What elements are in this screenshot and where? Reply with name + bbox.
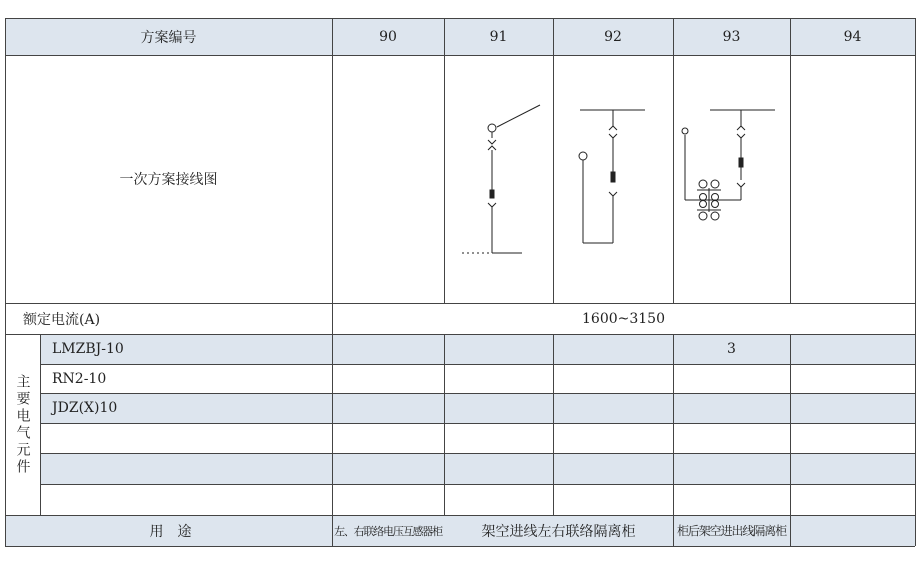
components-group-text: 主要电气元件	[14, 373, 31, 476]
component-1-col-93: 3	[727, 341, 736, 357]
header-col-94: 94	[843, 28, 862, 45]
scheme-93-diagram	[682, 110, 775, 220]
disconnector-contact-top	[737, 126, 745, 130]
header-col-92: 92	[604, 28, 622, 45]
disconnector-contact-top	[609, 126, 617, 130]
usage-col-91-92: 架空进线左右联络隔离柜	[481, 523, 636, 540]
terminal-circle	[682, 128, 688, 134]
header-label: 方案编号	[140, 29, 197, 46]
scheme-91-diagram	[462, 105, 540, 253]
terminal-circle	[579, 152, 587, 160]
usage-label: 用 途	[149, 523, 192, 540]
terminal-circle	[488, 124, 496, 132]
diagram-row-label: 一次方案接线图	[119, 172, 218, 188]
component-name-1: LMZBJ-10	[52, 341, 124, 357]
fuse-link	[611, 172, 615, 182]
rated-current-label: 额定电流(A)	[23, 311, 101, 328]
disconnector-contact-bottom	[488, 203, 496, 207]
overhead-line-incoming	[497, 105, 540, 127]
usage-col-93: 柜后架空进出线隔离柜	[676, 524, 786, 538]
disconnector-contact-bottom	[609, 192, 617, 196]
component-name-3: JDZ(X)10	[52, 400, 118, 416]
scheme-92-diagram	[579, 110, 645, 243]
disconnector-contact-bottom	[737, 183, 745, 187]
header-col-90: 90	[379, 28, 397, 45]
fuse-link	[490, 190, 494, 198]
header-col-93: 93	[722, 28, 741, 45]
disconnector-contact-top	[488, 140, 496, 144]
usage-col-90: 左、右联络电压互感器柜	[334, 524, 442, 538]
fuse-link	[739, 158, 743, 167]
current-transformers	[697, 180, 721, 220]
header-col-91: 91	[489, 28, 508, 45]
rated-current-value: 1600~3150	[582, 310, 665, 327]
component-name-2: RN2-10	[52, 370, 107, 387]
